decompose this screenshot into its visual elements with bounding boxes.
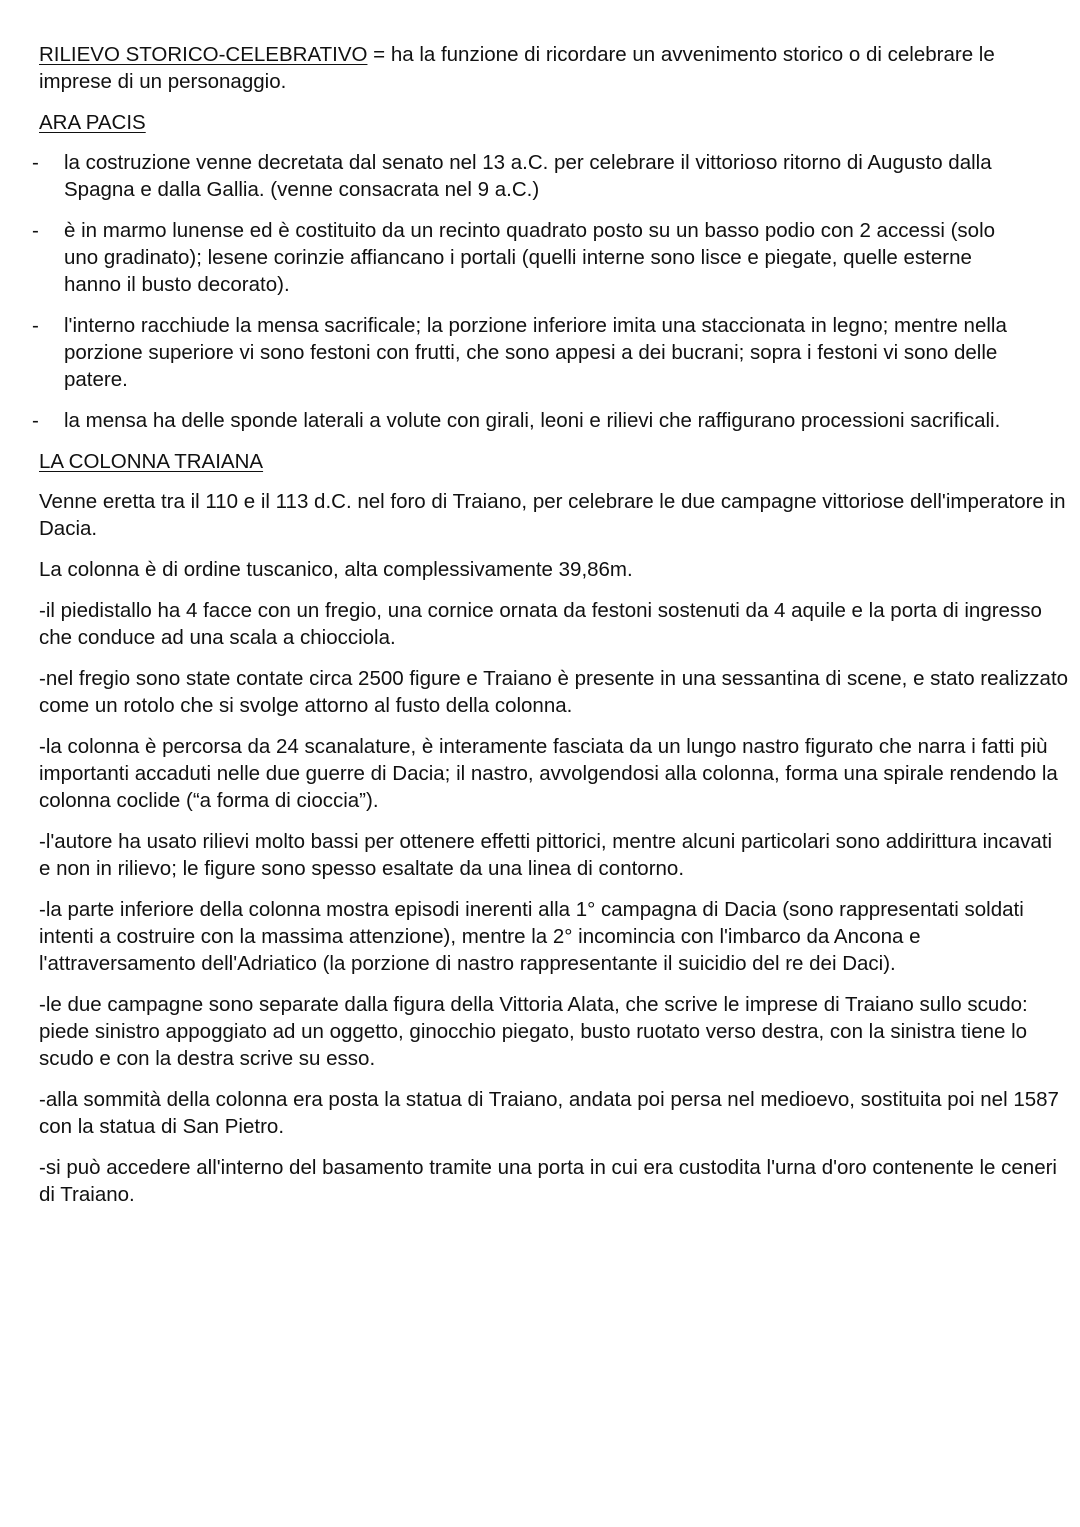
list-item-text: è in marmo lunense ed è costituito da un recinto quadrato posto su un basso podio con 2 accessi (solo uno gradinato); lesene corinzie affiancano i portali (quelli interne sono lisce e piegate, quelle esterne hanno il busto decorato). [64, 219, 996, 296]
list-item-text: la costruzione venne decretata dal senato nel 13 a.C. per celebrare il vittorioso ritorno di Augusto dalla Spagna e dalla Gallia. (venne consacrata nel 9 a.C.) [64, 151, 992, 201]
ara-pacis-title: ARA PACIS [39, 111, 146, 134]
colonna-traiana-heading [39, 448, 1069, 475]
paragraph: -l'autore ha usato rilievi molto bassi per ottenere effetti pittorici, mentre alcuni particolari sono addirittura incavati e non in rilievo; le figure sono spesso esaltate da una linea di contorno. [39, 830, 1053, 880]
paragraph: -le due campagne sono separate dalla figura della Vittoria Alata, che scrive le imprese di Traiano sullo scudo: piede sinistro appoggiato ad un oggetto, ginocchio piegato, busto ruotato verso destra, con la sinistra tiene lo scudo e con la destra scrive su esso. [39, 993, 1028, 1070]
paragraph: -il piedistallo ha 4 facce con un fregio, una cornice ornata da festoni sostenuti da 4 aquile e la porta di ingresso che conduce ad una scala a chiocciola. [39, 599, 1042, 649]
list-item [32, 312, 1014, 393]
list-item [32, 149, 1014, 203]
list-marker: - [32, 409, 39, 432]
colonna-traiana-title: LA COLONNA TRAIANA [39, 450, 264, 473]
intro-term: RILIEVO STORICO-CELEBRATIVO [39, 43, 368, 66]
paragraph: -si può accedere all'interno del basamento tramite una porta in cui era custodita l'urna d'oro contenente le ceneri di Traiano. [39, 1156, 1057, 1206]
list-item-text: l'interno racchiude la mensa sacrificale; la porzione inferiore imita una staccionata in legno; mentre nella porzione superiore vi sono festoni con frutti, che sono appesi a dei bucrani; sopra i festoni vi sono delle patere. [64, 314, 1007, 391]
list-item [32, 407, 1014, 434]
ara-pacis-list [32, 149, 1069, 434]
intro-paragraph [39, 41, 1069, 95]
document-page [32, 41, 1069, 1222]
list-marker: - [32, 219, 39, 242]
list-marker: - [32, 314, 39, 337]
paragraph: -la parte inferiore della colonna mostra episodi inerenti alla 1° campagna di Dacia (sono rappresentati soldati intenti a costruire con la massima attenzione), mentre la 2° incomincia con l'imbarco da Ancona e l'attraversamento dell'Adriatico (la porzione di nastro rappresentante il suicidio del re dei Daci). [39, 898, 1024, 975]
paragraph: -la colonna è percorsa da 24 scanalature, è interamente fasciata da un lungo nastro figurato che narra i fatti più importanti accaduti nelle due guerre di Dacia; il nastro, avvolgendosi alla colonna, forma una spirale rendendo la colonna coclide (“a forma di cioccia”). [39, 735, 1058, 812]
paragraph: -alla sommità della colonna era posta la statua di Traiano, andata poi persa nel medioevo, sostituita poi nel 1587 con la statua di San Pietro. [39, 1088, 1059, 1138]
paragraph: La colonna è di ordine tuscanico, alta complessivamente 39,86m. [39, 558, 633, 581]
list-item-text: la mensa ha delle sponde laterali a volute con girali, leoni e rilievi che raffigurano processioni sacrificali. [64, 409, 1001, 432]
list-item [32, 217, 1014, 298]
ara-pacis-heading [39, 109, 1069, 136]
paragraph: -nel fregio sono state contate circa 2500 figure e Traiano è presente in una sessantina di scene, e stato realizzato come un rotolo che si svolge attorno al fusto della colonna. [39, 667, 1069, 717]
list-marker: - [32, 151, 39, 174]
paragraph: Venne eretta tra il 110 e il 113 d.C. nel foro di Traiano, per celebrare le due campagne vittoriose dell'imperatore in Dacia. [39, 490, 1066, 540]
intro-definition: = ha la funzione di ricordare un avvenimento storico o di celebrare le imprese di un personaggio. [39, 43, 995, 93]
